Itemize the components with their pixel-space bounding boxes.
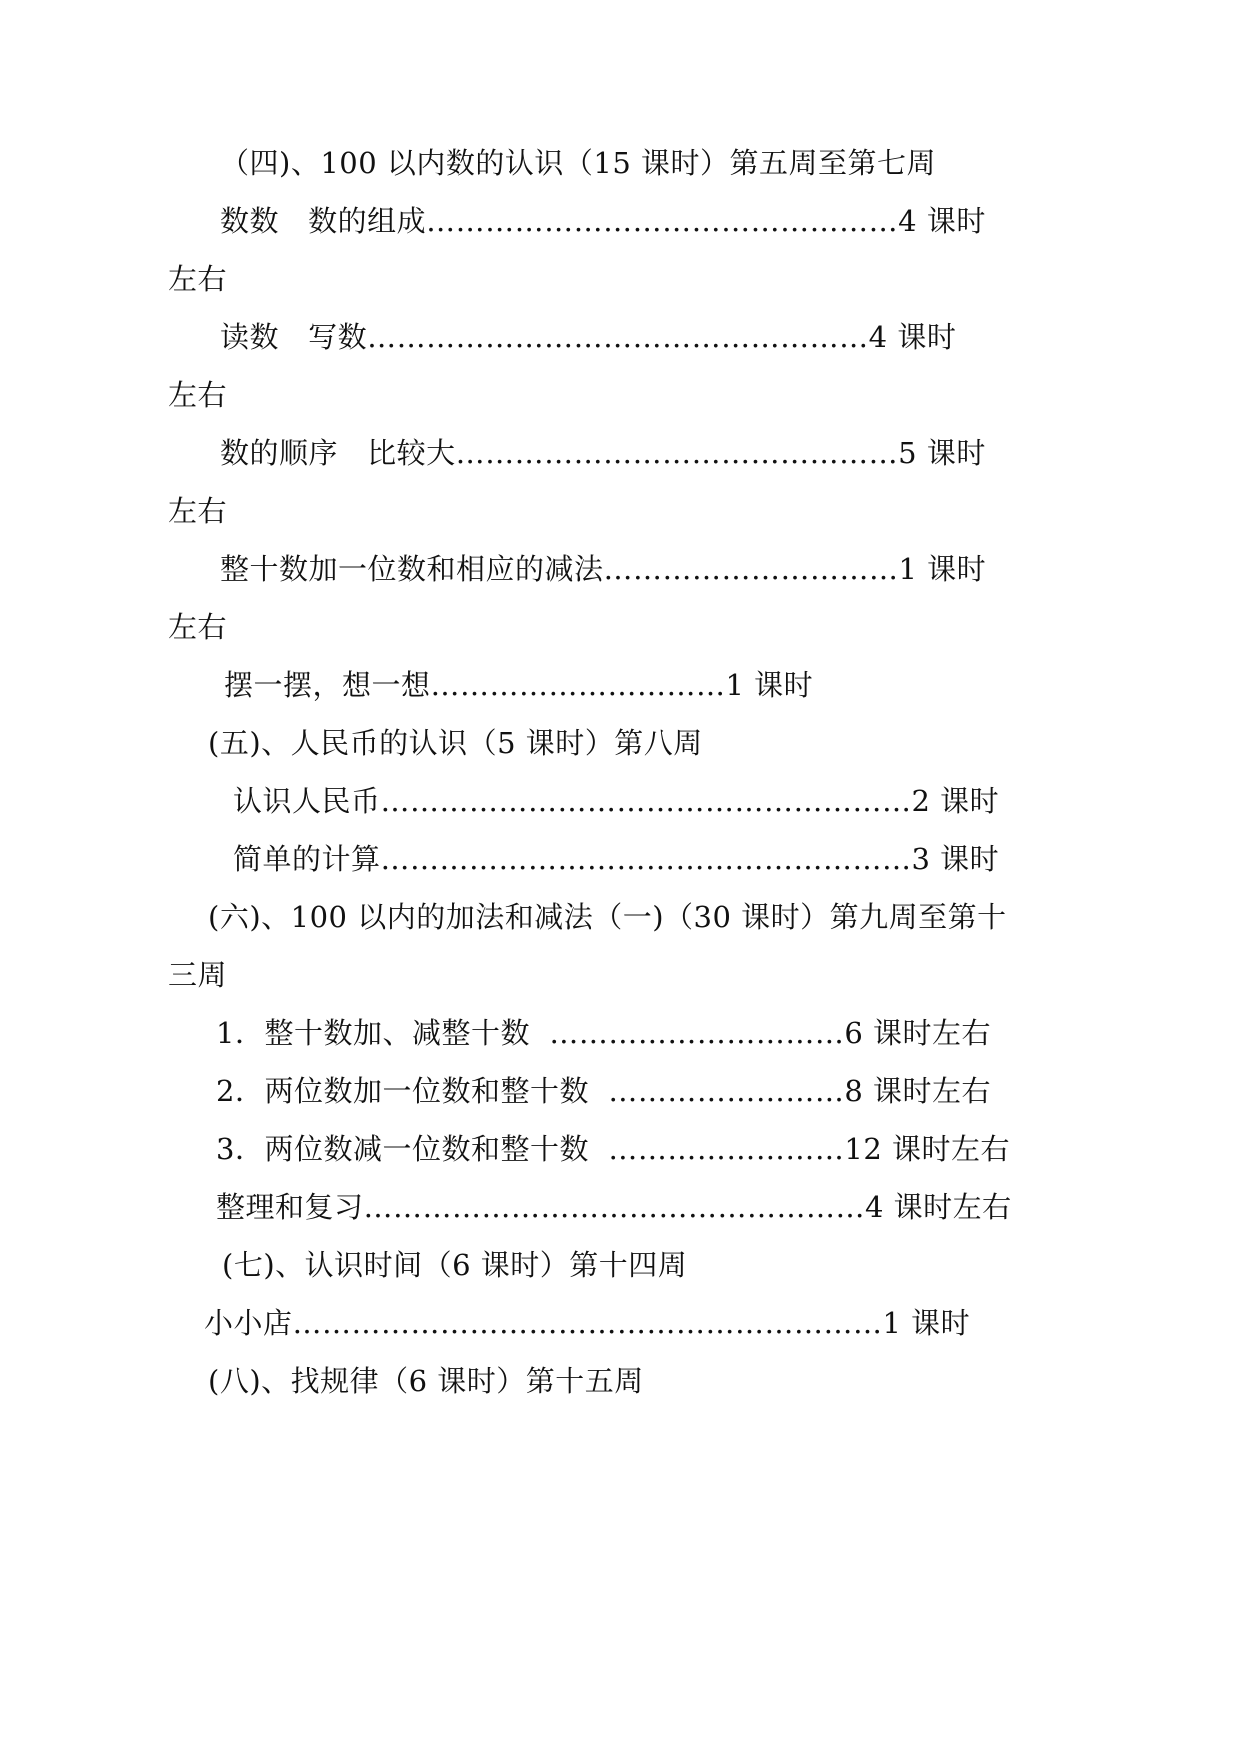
lesson-line: 数的顺序 比较大………………………………………5 课时 [220, 436, 986, 470]
section-heading-4: （四)、100 以内数的认识（15 课时）第五周至第七周 [220, 146, 937, 180]
lesson-line: 小小店……………………………………………………1 课时 [204, 1306, 971, 1340]
lesson-line: 摆一摆，想一想…………………………1 课时 [224, 668, 814, 702]
lesson-line: 数数 数的组成…………………………………………4 课时 [220, 204, 986, 238]
lesson-line-wrap: 左右 [168, 494, 228, 528]
lesson-line: 认识人民币………………………………………………2 课时 [233, 784, 1000, 818]
lesson-line: 整十数加一位数和相应的减法…………………………1 课时 [220, 552, 987, 586]
lesson-line: 1．整十数加、减整十数 …………………………6 课时左右 [216, 1016, 992, 1050]
lesson-line: 2．两位数加一位数和整十数 ……………………8 课时左右 [216, 1074, 992, 1108]
section-heading-8: (八)、找规律（6 课时）第十五周 [208, 1364, 644, 1398]
section-heading-wrap: 三周 [168, 958, 228, 992]
lesson-line-wrap: 左右 [168, 262, 228, 296]
lesson-line: 3．两位数减一位数和整十数 ……………………12 课时左右 [216, 1132, 1011, 1166]
section-heading-7: (七)、认识时间（6 课时）第十四周 [222, 1248, 688, 1282]
lesson-line: 读数 写数……………………………………………4 课时 [220, 320, 957, 354]
lesson-line: 整理和复习……………………………………………4 课时左右 [216, 1190, 1012, 1224]
lesson-line-wrap: 左右 [168, 378, 228, 412]
lesson-line-wrap: 左右 [168, 610, 228, 644]
lesson-line: 简单的计算………………………………………………3 课时 [233, 842, 1000, 876]
section-heading-6: (六)、100 以内的加法和减法（一)（30 课时）第九周至第十 [208, 900, 1007, 934]
section-heading-5: (五)、人民币的认识（5 课时）第八周 [208, 726, 703, 760]
